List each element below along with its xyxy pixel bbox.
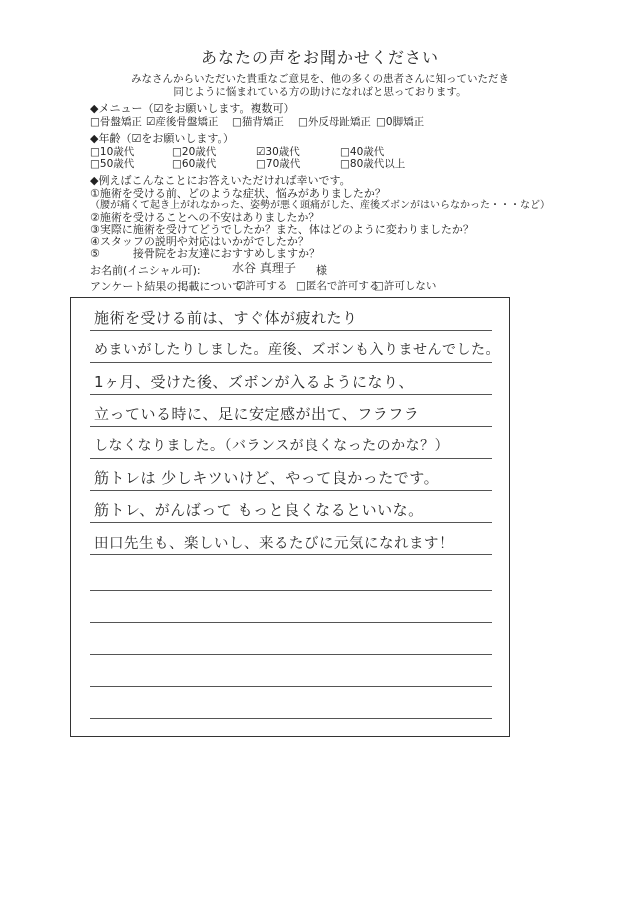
name-value[interactable]: 水谷 真理子 <box>232 261 296 275</box>
ruled-line <box>90 490 492 491</box>
response-line-4: 立っている時に、足に安定感が出て、フラフラ <box>94 405 420 423</box>
menu-option-o-leg[interactable]: □0脚矯正 <box>376 116 425 128</box>
menu-option-postpartum[interactable]: ☑産後骨盤矯正 <box>146 116 219 128</box>
survey-title: あなたの声をお聞かせください <box>200 48 439 67</box>
questions-heading: ◆例えばこんなことにお答えいただければ幸いです。 <box>90 174 351 187</box>
response-line-1: 施術を受ける前は、すぐ体が疲れたり <box>94 309 358 327</box>
ruled-line <box>90 394 492 395</box>
menu-option-hallux[interactable]: □外反母趾矯正 <box>298 116 371 128</box>
ruled-line <box>90 554 492 555</box>
intro-line-1: みなさんからいただいた貴重なご意見を、他の多くの患者さんに知っていただき <box>131 73 509 85</box>
age-option-20s[interactable]: □20歳代 <box>172 146 217 158</box>
response-line-2: めまいがしたりしました。産後、ズボンも入りませんでした。 <box>94 342 500 358</box>
publish-option-allow[interactable]: ☑許可する <box>236 280 288 292</box>
publish-option-deny[interactable]: □許可しない <box>374 280 437 292</box>
intro-line-2: 同じように悩まれている方の助けになればと思っております。 <box>173 86 467 98</box>
response-line-5: しなくなりました。（バランスが良くなったのかな？） <box>94 438 450 454</box>
age-option-10s[interactable]: □10歳代 <box>90 146 135 158</box>
menu-option-posture[interactable]: □猫背矯正 <box>232 116 284 128</box>
age-option-30s[interactable]: ☑30歳代 <box>256 146 300 158</box>
response-line-3: 1ヶ月、受けた後、ズボンが入るようになり、 <box>94 373 415 391</box>
ruled-line <box>90 590 492 591</box>
question-5: ⑤ 接骨院をお友達におすすめしますか？ <box>90 247 320 260</box>
ruled-line <box>90 362 492 363</box>
ruled-line <box>90 622 492 623</box>
ruled-line <box>90 330 492 331</box>
question-1: ①施術を受ける前、どのような症状、悩みがありましたか？ <box>90 187 386 200</box>
menu-option-pelvis[interactable]: □骨盤矯正 <box>90 116 142 128</box>
age-option-40s[interactable]: □40歳代 <box>340 146 385 158</box>
question-1-example: （腰が痛くて起き上がれなかった、姿勢が悪く頭痛がした、産後ズボンがはいらなかった・・・など） <box>90 200 550 211</box>
ruled-line <box>90 458 492 459</box>
age-option-70s[interactable]: □70歳代 <box>256 158 301 170</box>
age-heading: ◆年齢（☑をお願いします。） <box>90 132 234 145</box>
ruled-line <box>90 522 492 523</box>
response-line-7: 筋トレ、がんばって もっと良くなるといいな。 <box>94 501 424 519</box>
publish-label: アンケート結果の掲載について <box>90 280 244 293</box>
age-option-80s[interactable]: □80歳代以上 <box>340 158 406 170</box>
question-2: ②施術を受けることへの不安はありましたか？ <box>90 211 320 224</box>
ruled-line <box>90 654 492 655</box>
menu-heading: ◆メニュー（☑をお願いします。複数可） <box>90 102 295 115</box>
name-label: お名前(イニシャル可): <box>90 264 201 277</box>
publish-option-anonymous[interactable]: □匿名で許可する <box>296 280 380 292</box>
age-option-50s[interactable]: □50歳代 <box>90 158 135 170</box>
question-3: ③実際に施術を受けてどうでしたか？また、体はどのように変わりましたか？ <box>90 223 474 236</box>
ruled-line <box>90 686 492 687</box>
ruled-line <box>90 426 492 427</box>
question-4: ④スタッフの説明や対応はいかがでしたか？ <box>90 235 309 248</box>
response-line-8: 田口先生も、楽しいし、来るたびに元気になれます！ <box>94 536 454 552</box>
name-suffix: 様 <box>316 264 327 277</box>
ruled-line <box>90 718 492 719</box>
age-option-60s[interactable]: □60歳代 <box>172 158 217 170</box>
response-line-6: 筋トレは 少しキツいけど、やって良かったです。 <box>94 469 440 487</box>
